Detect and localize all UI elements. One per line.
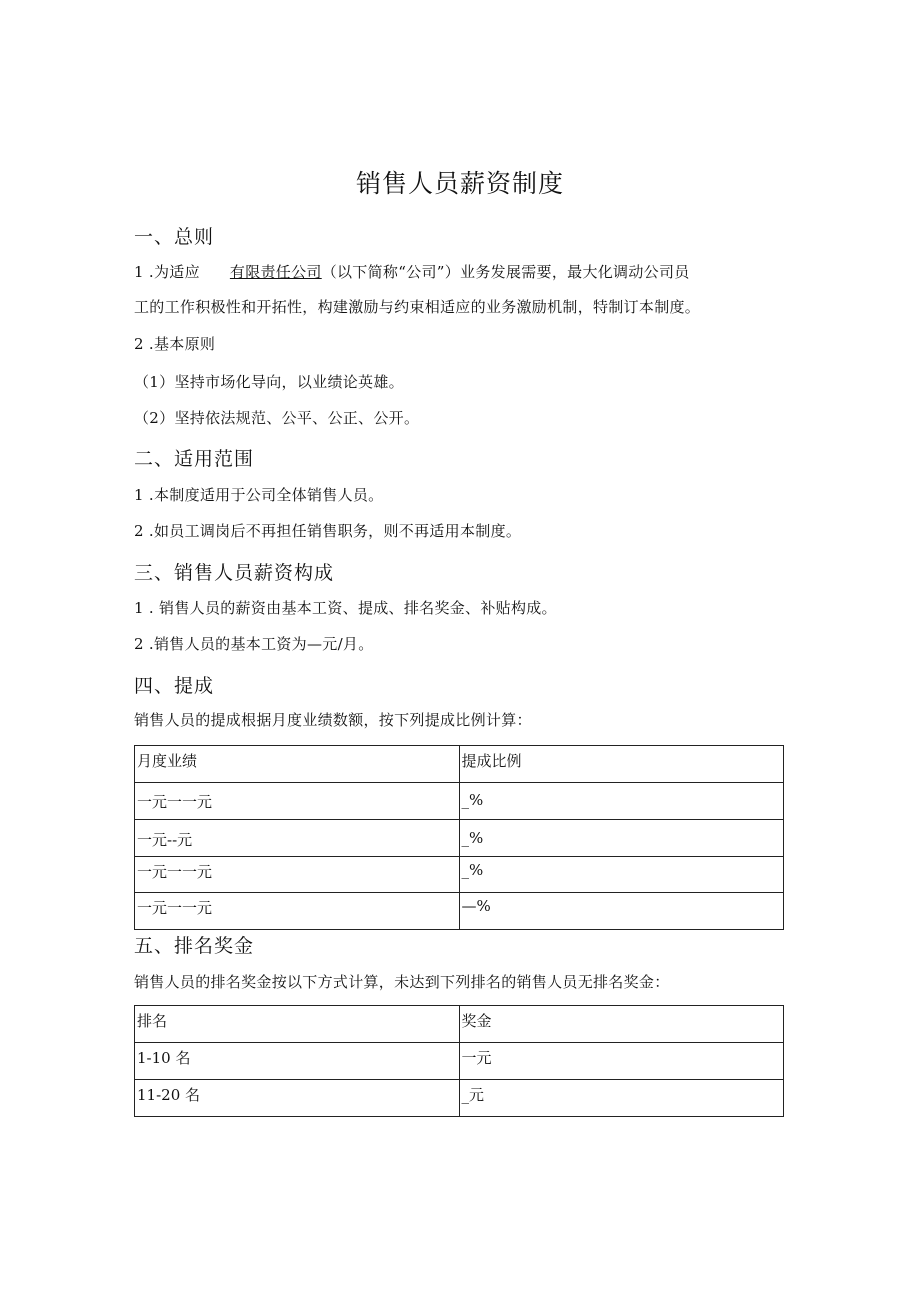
ranking-table <box>134 1005 784 1117</box>
table-header-row <box>135 746 784 783</box>
paragraph-purpose-cont: 工的工作积极性和开拓性，构建激励与约束相适应的业务激励机制，特制订本制度。 <box>134 298 701 316</box>
table-cell: —% <box>459 893 784 930</box>
table-cell: 一元 <box>459 1043 784 1080</box>
header-rank: 排名 <box>135 1006 460 1043</box>
header-monthly-performance: 月度业绩 <box>135 746 460 783</box>
commission-intro: 销售人员的提成根据月度业绩数额，按下列提成比例计算： <box>134 711 532 729</box>
section-heading-ranking-bonus: 五、排名奖金 <box>134 935 255 957</box>
section-heading-composition: 三、销售人员薪资构成 <box>134 562 335 584</box>
document-title: 销售人员薪资制度 <box>355 169 564 198</box>
table-cell: _元 <box>459 1080 784 1117</box>
table-cell: 11-20 名 <box>135 1080 460 1117</box>
table-row <box>135 1080 784 1117</box>
company-name-blank: 有限责任公司 <box>229 263 322 281</box>
table-row <box>135 783 784 820</box>
table-cell: 1-10 名 <box>135 1043 460 1080</box>
scope-item-2: 2 .如员工调岗后不再担任销售职务，则不再适用本制度。 <box>134 522 522 540</box>
table-cell: _% <box>459 783 784 820</box>
composition-item-2: 2 .销售人员的基本工资为—元/月。 <box>134 635 374 653</box>
table-header-row <box>135 1006 784 1043</box>
ranking-intro: 销售人员的排名奖金按以下方式计算，未达到下列排名的销售人员无排名奖金： <box>134 973 670 991</box>
commission-table <box>134 745 784 930</box>
purpose-prefix: 1 .为适应 <box>134 263 200 281</box>
table-cell: 一元一一元 <box>135 893 460 930</box>
scope-item-1: 1 .本制度适用于公司全体销售人员。 <box>134 486 384 504</box>
section-heading-general: 一、总则 <box>134 226 215 248</box>
header-bonus: 奖金 <box>459 1006 784 1043</box>
header-commission-rate: 提成比例 <box>459 746 784 783</box>
composition-item-1: 1 . 销售人员的薪资由基本工资、提成、排名奖金、补贴构成。 <box>134 599 557 617</box>
section-heading-scope: 二、适用范围 <box>134 448 255 470</box>
principle-1: （1）坚持市场化导向，以业绩论英雄。 <box>134 373 404 391</box>
paragraph-principles: 2 .基本原则 <box>134 335 216 353</box>
table-cell: 一元--元 <box>135 820 460 857</box>
table-cell: 一元一一元 <box>135 783 460 820</box>
table-row <box>135 820 784 857</box>
table-row <box>135 893 784 930</box>
section-heading-commission: 四、提成 <box>134 675 215 697</box>
table-cell: _% <box>459 857 784 893</box>
table-row <box>135 857 784 893</box>
purpose-rest: （以下简称“公司”）业务发展需要，最大化调动公司员 <box>321 263 690 281</box>
table-cell: 一元一一元 <box>135 857 460 893</box>
table-row <box>135 1043 784 1080</box>
table-cell: _% <box>459 820 784 857</box>
paragraph-purpose <box>134 261 690 282</box>
principle-2: （2）坚持依法规范、公平、公正、公开。 <box>134 409 420 427</box>
